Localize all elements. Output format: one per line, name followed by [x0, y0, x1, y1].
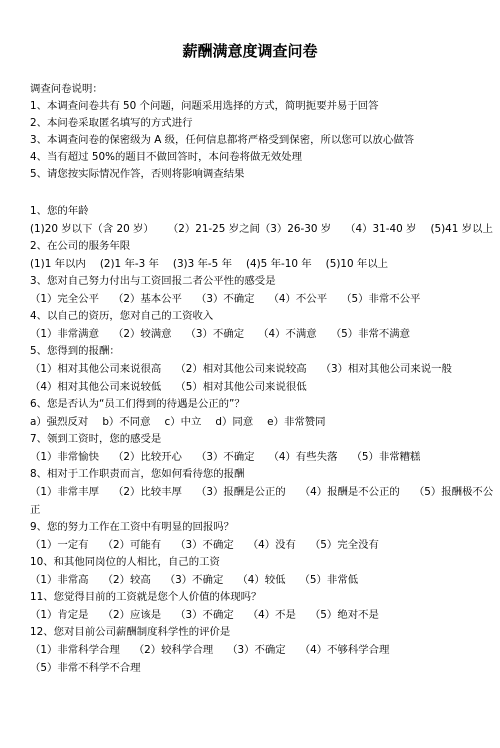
answer-option[interactable]: （2）21-25 岁之间（3）26-30 岁: [167, 223, 332, 235]
answer-option[interactable]: （4）有些失落: [268, 451, 338, 463]
answer-option[interactable]: (3)3 年-5 年: [172, 258, 232, 270]
answer-option[interactable]: （4）不是: [247, 609, 296, 621]
option-row: [30, 483, 494, 501]
question-block: [30, 273, 470, 308]
option-row: [30, 641, 470, 659]
answer-option[interactable]: (2)1 年-3 年: [99, 258, 159, 270]
answer-option[interactable]: a）强烈反对: [30, 416, 89, 428]
question-text: 10、和其他同岗位的人相比，自己的工资: [30, 556, 220, 568]
answer-option[interactable]: （1）非常高: [30, 574, 89, 586]
answer-option[interactable]: （5）非常不满意: [330, 328, 411, 340]
question-block: [30, 238, 470, 273]
answer-option[interactable]: （3）报酬是公正的: [195, 486, 286, 498]
question-block: [30, 554, 470, 589]
answer-option[interactable]: （3）不确定: [185, 328, 245, 340]
answer-option[interactable]: （1）非常科学合理: [30, 644, 120, 656]
answer-option[interactable]: （2）可能有: [102, 539, 162, 551]
answer-option[interactable]: 正: [30, 504, 41, 516]
intro-item: 3、本调查问卷的保密级为 A 级，任何信息都将严格受到保密，所以您可以放心做答: [30, 134, 414, 146]
question-list: [30, 203, 494, 677]
answer-option[interactable]: （3）不确定: [175, 609, 234, 621]
answer-option[interactable]: （4）没有: [247, 539, 296, 551]
question-text: 2、在公司的服务年限: [30, 240, 131, 252]
answer-option[interactable]: （2）较科学合理: [133, 644, 214, 656]
answer-option[interactable]: e）非常赞同: [267, 416, 326, 428]
answer-option[interactable]: （5）完全没有: [309, 539, 379, 551]
answer-option[interactable]: b）不同意: [102, 416, 151, 428]
option-row: [30, 325, 470, 343]
page-title: 薪酬满意度调查问卷: [182, 42, 318, 60]
question-text: 5、您得到的报酬：: [30, 345, 120, 357]
answer-option[interactable]: （2）比较开心: [112, 451, 182, 463]
option-row: [30, 536, 470, 554]
intro-item: 4、当有超过 50%的题目不做回答时，本问卷将做无效处理: [30, 151, 302, 163]
answer-option[interactable]: (1)20 岁以下（含 20 岁）: [30, 223, 154, 235]
option-row: [30, 448, 470, 466]
answer-option[interactable]: （2）较高: [102, 574, 151, 586]
answer-option[interactable]: (4)5 年-10 年: [245, 258, 312, 270]
question-block: [30, 203, 493, 238]
answer-option[interactable]: (5)41 岁以上: [430, 223, 493, 235]
option-row: [30, 360, 470, 378]
question-block: [30, 589, 470, 624]
answer-option[interactable]: (5)10 年以上: [325, 258, 389, 270]
question-text: 8、相对于工作职责而言，您如何看待您的报酬: [30, 468, 245, 480]
answer-option[interactable]: （2）比较丰厚: [112, 486, 182, 498]
answer-option[interactable]: （5）绝对不是: [309, 609, 379, 621]
answer-option[interactable]: （1）相对其他公司来说很高: [30, 363, 162, 375]
question-text: 4、以自己的资历，您对自己的工资收入: [30, 310, 214, 322]
question-block: [30, 396, 470, 431]
answer-option[interactable]: （4）不满意: [258, 328, 317, 340]
answer-option[interactable]: d）同意: [215, 416, 254, 428]
option-row: [30, 255, 470, 273]
question-block: [30, 308, 470, 343]
answer-option[interactable]: （3）不确定: [195, 293, 255, 305]
answer-option[interactable]: （4）报酬是不公正的: [299, 486, 400, 498]
answer-option[interactable]: （2）基本公平: [112, 293, 182, 305]
intro-section: [30, 81, 470, 183]
question-text: 12、您对目前公司薪酬制度科学性的评价是: [30, 626, 231, 638]
option-row: [30, 659, 470, 677]
answer-option[interactable]: （4）较低: [237, 574, 286, 586]
option-row: [30, 571, 470, 589]
option-row: [30, 501, 470, 519]
answer-option[interactable]: （5）非常不科学不合理: [30, 662, 141, 674]
question-text: 11、您觉得目前的工资就是您个人价值的体现吗？: [30, 591, 262, 603]
option-row: [30, 220, 493, 238]
answer-option[interactable]: （3）不确定: [164, 574, 224, 586]
answer-option[interactable]: （1）一定有: [30, 539, 89, 551]
question-text: 3、您对自己努力付出与工资回报二者公平性的感受是: [30, 275, 276, 287]
option-row: [30, 290, 470, 308]
answer-option[interactable]: （5）非常不公平: [341, 293, 421, 305]
answer-option[interactable]: (1)1 年以内: [30, 258, 86, 270]
answer-option[interactable]: （3）不确定: [175, 539, 234, 551]
answer-option[interactable]: （1）非常愉快: [30, 451, 99, 463]
document-page: [0, 41, 500, 748]
answer-option[interactable]: （1）肯定是: [30, 609, 89, 621]
answer-option[interactable]: （5）报酬极不公: [413, 486, 494, 498]
question-block: [30, 343, 470, 396]
intro-item: 2、本问卷采取匿名填写的方式进行: [30, 117, 193, 129]
option-row: [30, 413, 470, 431]
answer-option[interactable]: （1）完全公平: [30, 293, 99, 305]
question-block: [30, 624, 470, 677]
answer-option[interactable]: （1）非常丰厚: [30, 486, 99, 498]
answer-option[interactable]: （4）不公平: [268, 293, 328, 305]
intro-item: 1、本调查问卷共有 50 个问题，问题采用选择的方式，简明扼要并易于回答: [30, 100, 379, 112]
answer-option[interactable]: （2）应该是: [102, 609, 162, 621]
question-block: [30, 519, 470, 554]
answer-option[interactable]: （5）相对其他公司来说很低: [175, 381, 307, 393]
answer-option[interactable]: （4）不够科学合理: [299, 644, 390, 656]
intro-item: 5、请您按实际情况作答，否则将影响调查结果: [30, 168, 245, 180]
question-text: 1、您的年龄: [30, 205, 89, 217]
option-row: [30, 378, 470, 396]
question-text: 9、您的努力工作在工资中有明显的回报吗？: [30, 521, 235, 533]
question-text: 6、您是否认为“员工们得到的待遇是公正的”？: [30, 398, 245, 410]
answer-option[interactable]: （3）不确定: [195, 451, 255, 463]
answer-option[interactable]: （2）相对其他公司来说较高: [175, 363, 307, 375]
answer-option[interactable]: （1）非常满意: [30, 328, 99, 340]
answer-option[interactable]: （4）相对其他公司来说较低: [30, 381, 162, 393]
question-block: [30, 466, 494, 519]
answer-option[interactable]: （3）相对其他公司来说一般: [320, 363, 452, 375]
intro-heading: 调查问卷说明：: [30, 83, 103, 95]
question-block: [30, 431, 470, 466]
answer-option[interactable]: （5）非常糟糕: [351, 451, 421, 463]
answer-option[interactable]: （3）不确定: [227, 644, 286, 656]
answer-option[interactable]: （2）较满意: [112, 328, 172, 340]
option-row: [30, 606, 470, 624]
answer-option[interactable]: c）中立: [164, 416, 202, 428]
question-text: 7、领到工资时，您的感受是: [30, 433, 162, 445]
answer-option[interactable]: （4）31-40 岁: [345, 223, 417, 235]
answer-option[interactable]: （5）非常低: [299, 574, 359, 586]
